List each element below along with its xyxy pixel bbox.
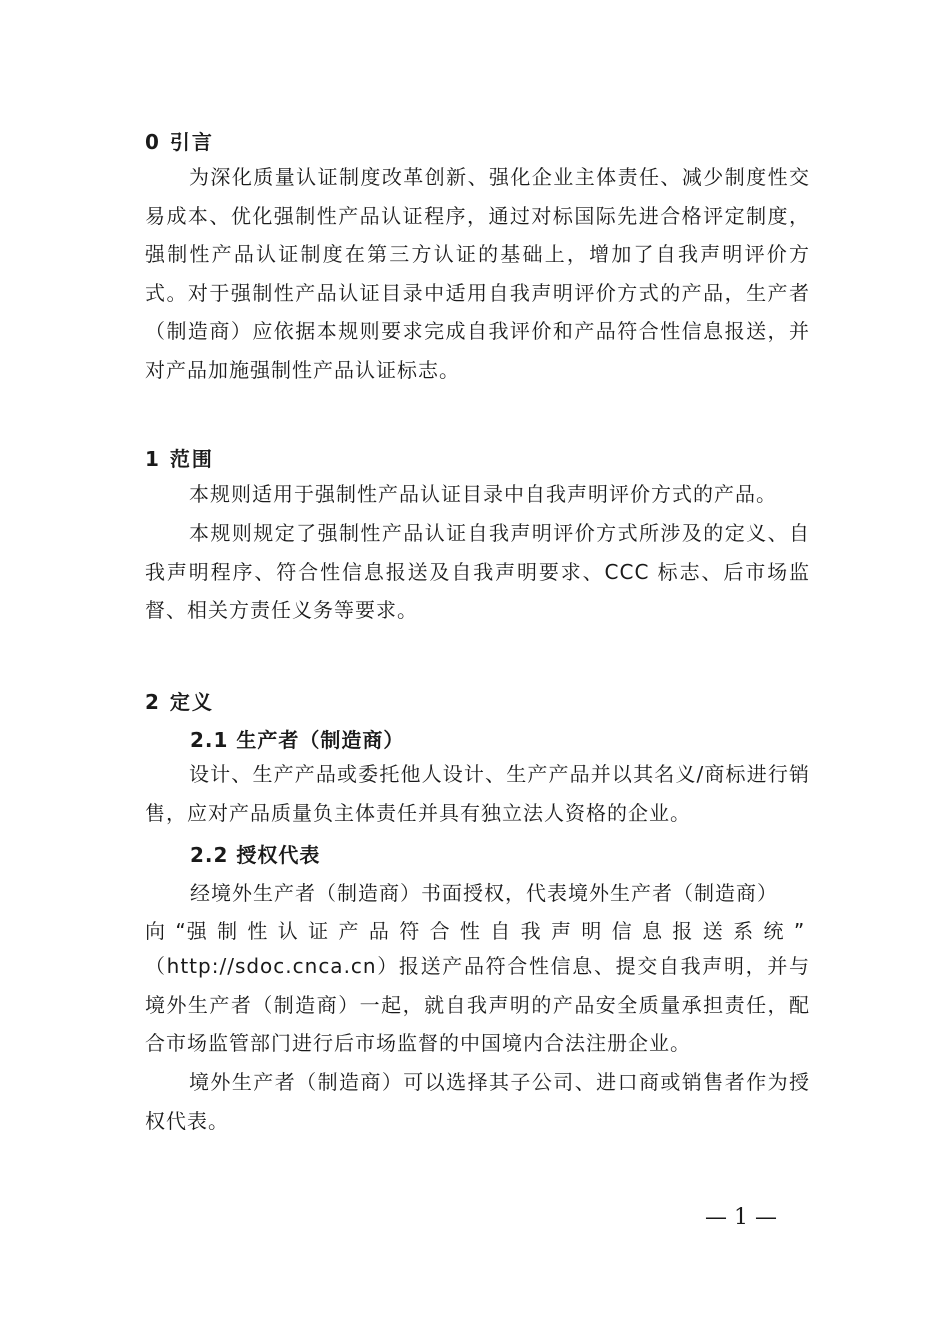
scope-paragraph-1: 本规则适用于强制性产品认证目录中自我声明评价方式的产品。 bbox=[189, 482, 777, 506]
subsection-text-2-2-rest: （http://sdoc.cnca.cn）报送产品符合性信息、提交自我声明，并与境外生产者（制造商）一起，就自我声明的产品安全质量承担责任，配合市场监管部门进行后市场监督的中国境内合法注册企业。 bbox=[145, 954, 810, 1055]
subsection-title-2-1: 2.1 生产者（制造商） bbox=[190, 728, 405, 752]
subsection-title-2-2: 2.2 授权代表 bbox=[190, 843, 321, 867]
page-number: — 1 — bbox=[705, 1205, 777, 1230]
section-heading-scope: 1 范围 bbox=[145, 447, 214, 471]
subsection-text-2-2-line-2: 向 “强 制 性 认 证 产 品 符 合 性 自 我 声 明 信 息 报 送 系 统 ” bbox=[145, 919, 806, 943]
section-heading-intro: 0 引言 bbox=[145, 130, 214, 154]
scope-paragraph-2: 本规则规定了强制性产品认证自我声明评价方式所涉及的定义、自我声明程序、符合性信息报送及自我声明要求、CCC 标志、后市场监督、相关方责任义务等要求。 bbox=[145, 521, 810, 622]
subsection-text-2-2-paragraph-2: 境外生产者（制造商）可以选择其子公司、进口商或销售者作为授权代表。 bbox=[145, 1070, 810, 1133]
subsection-text-2-2-line-1: 经境外生产者（制造商）书面授权，代表境外生产者（制造商） bbox=[190, 881, 778, 905]
section-heading-definitions: 2 定义 bbox=[145, 690, 214, 714]
subsection-text-2-1: 设计、生产产品或委托他人设计、生产产品并以其名义/商标进行销售，应对产品质量负主体责任并具有独立法人资格的企业。 bbox=[145, 762, 810, 825]
intro-paragraph: 为深化质量认证制度改革创新、强化企业主体责任、减少制度性交易成本、优化强制性产品认证程序，通过对标国际先进合格评定制度，强制性产品认证制度在第三方认证的基础上，增加了自我声明评价方式。对于强制性产品认证目录中适用自我声明评价方式的产品，生产者（制造商）应依据本规则要求完成自我评价和产品符合性信息报送，并对产品加施强制性产品认证标志。 bbox=[145, 165, 810, 382]
